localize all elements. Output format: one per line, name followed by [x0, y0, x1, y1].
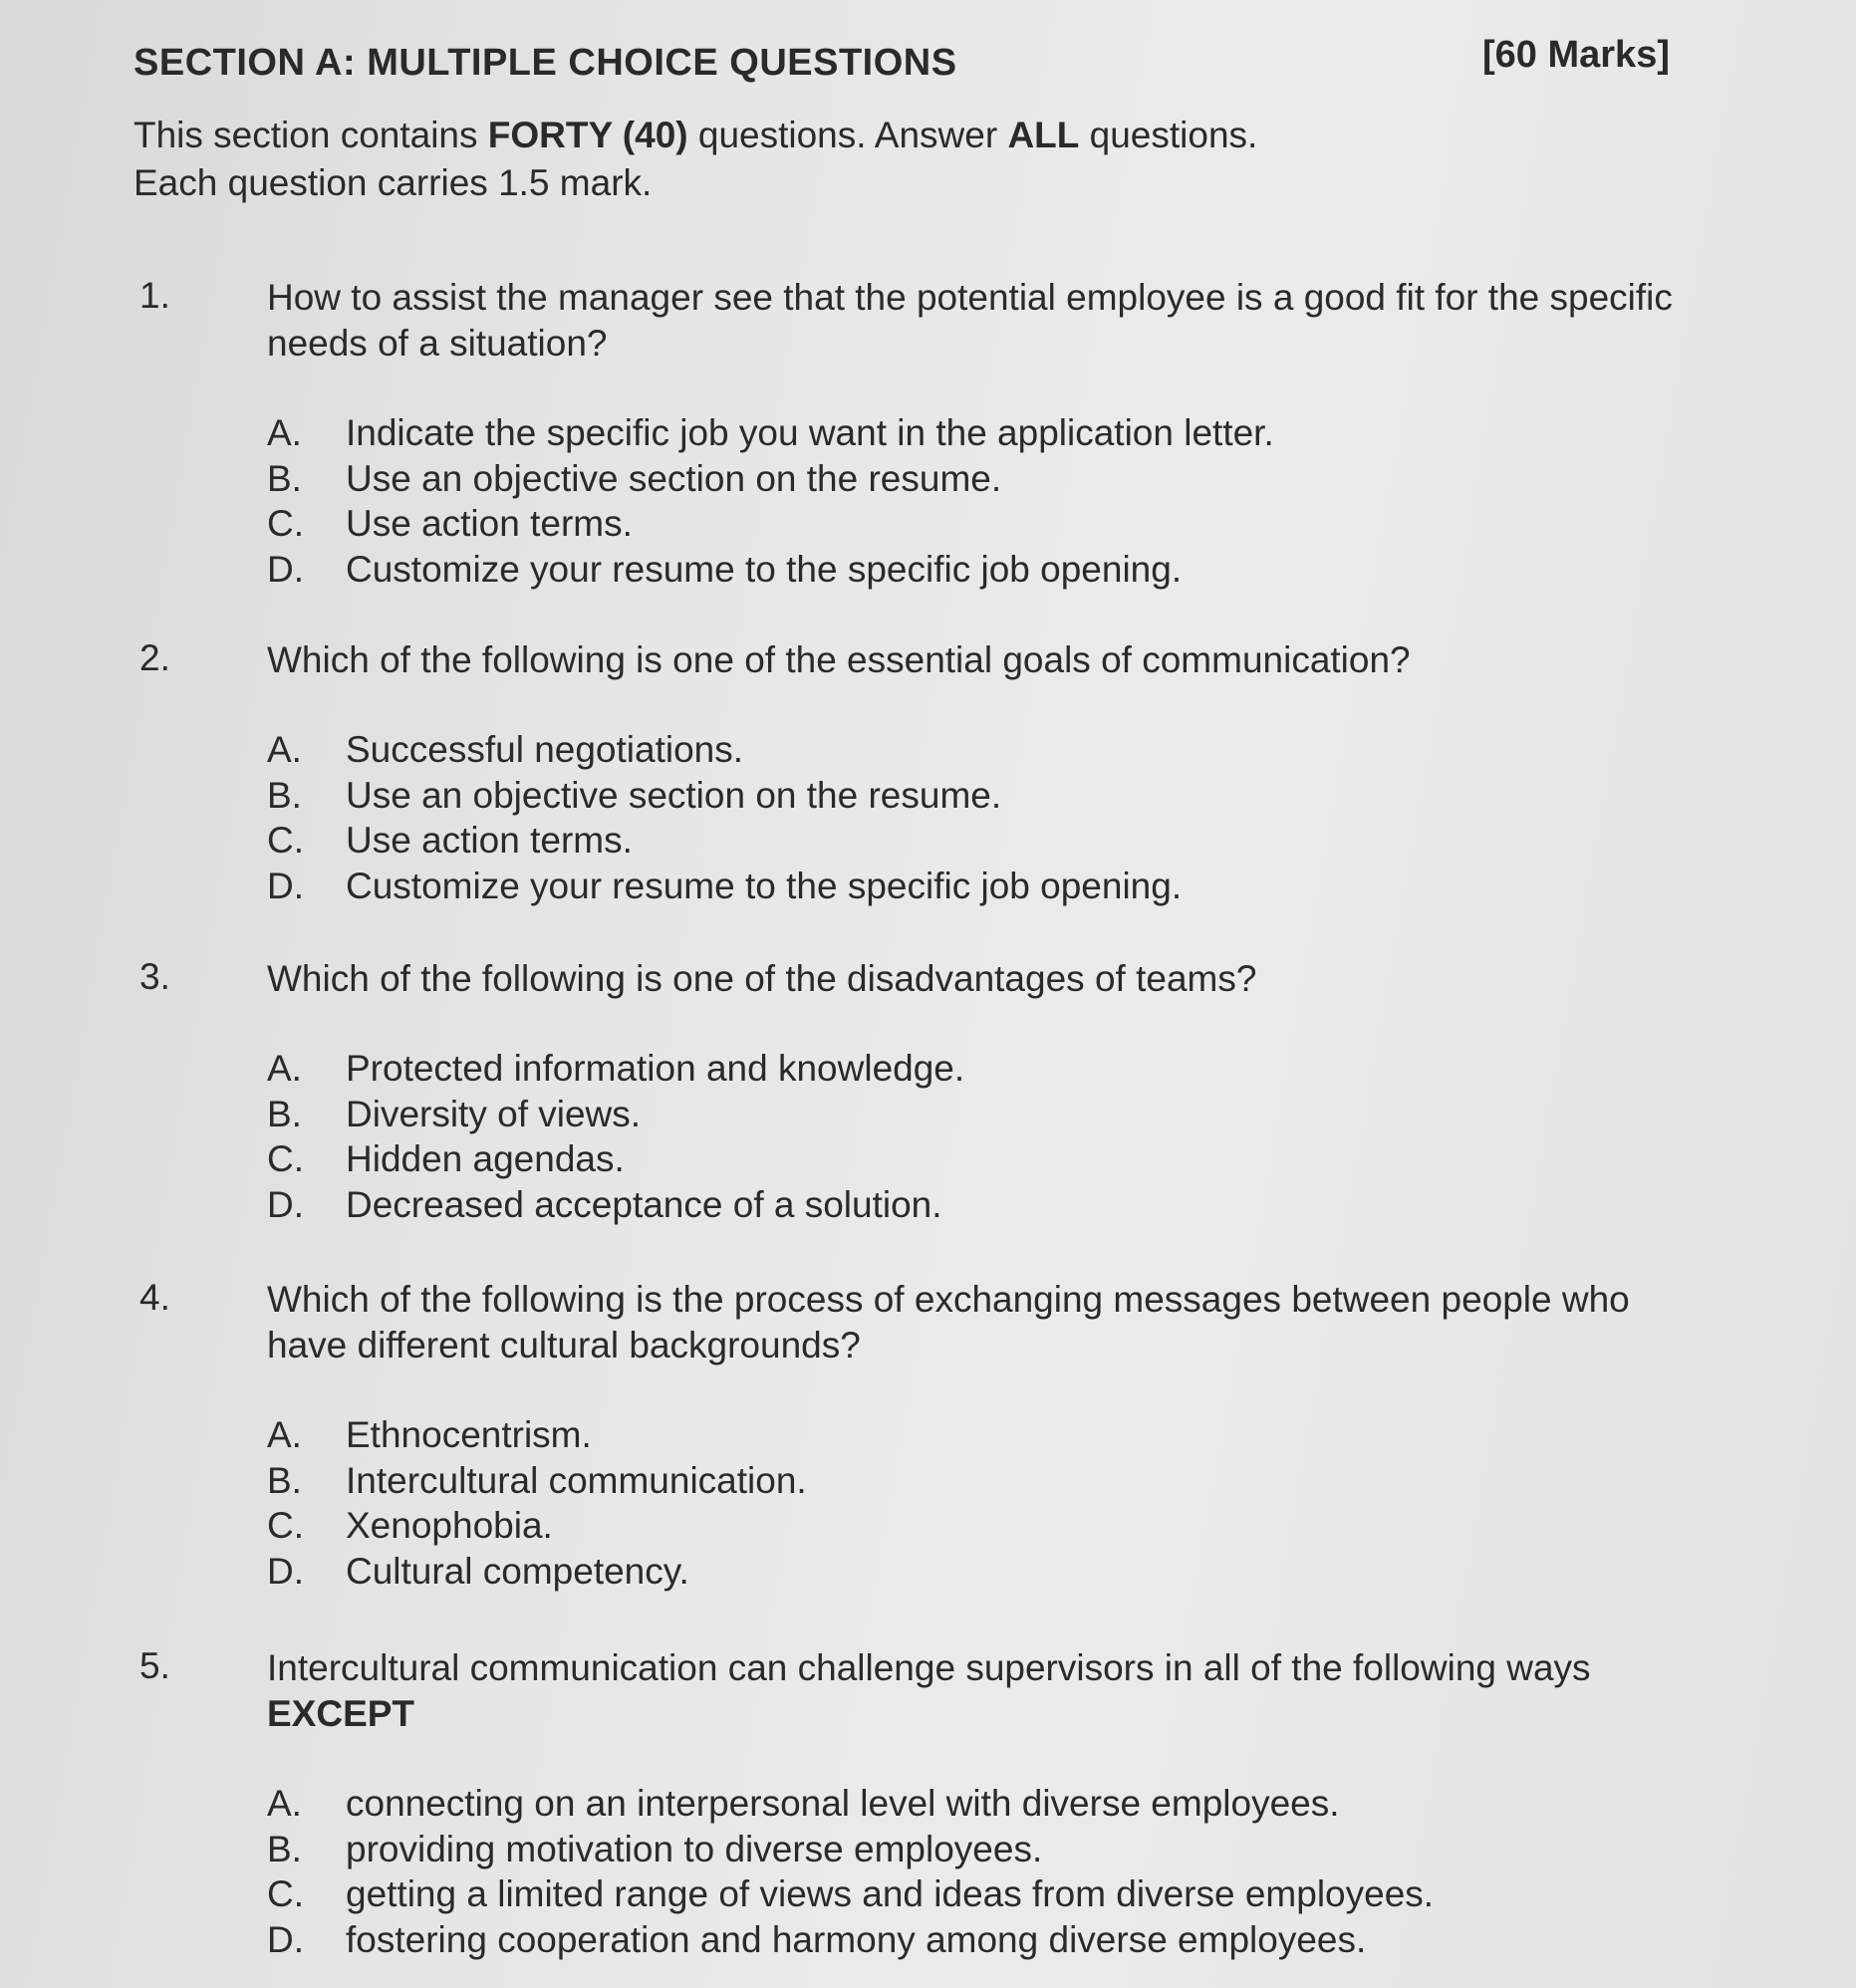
question-text: Intercultural communication can challenge supervisors in all of the following ways EXCEPT: [267, 1647, 1591, 1734]
total-marks: [60 Marks]: [1482, 34, 1670, 76]
question-text: How to assist the manager see that the potential employee is a good fit for the specific needs of a situation?: [267, 277, 1673, 364]
question-text: Which of the following is one of the disadvantages of teams?: [267, 958, 1257, 999]
option-c: C. Hidden agendas.: [267, 1138, 625, 1179]
option-b: B. Use an objective section on the resume.: [267, 774, 1002, 816]
answer-all-emphasis: ALL: [1007, 115, 1080, 155]
option-b: B. Use an objective section on the resume.: [267, 457, 1002, 499]
section-instructions: [133, 112, 1257, 207]
question-number: 5.: [139, 1645, 170, 1686]
instructions-line-1: This section contains FORTY (40) questions. Answer ALL questions.: [133, 115, 1258, 155]
question-text: Which of the following is one of the essential goals of communication?: [267, 639, 1411, 680]
option-c: C. Use action terms.: [267, 820, 633, 861]
except-emphasis: EXCEPT: [267, 1693, 415, 1734]
instructions-line-2: Each question carries 1.5 mark.: [133, 162, 653, 203]
option-a: A. Protected information and knowledge.: [267, 1048, 965, 1089]
option-list: [267, 727, 1182, 908]
option-d: D. Cultural competency.: [267, 1550, 689, 1592]
section-title: SECTION A: MULTIPLE CHOICE QUESTIONS: [133, 42, 957, 84]
option-d: D. Customize your resume to the specific job opening.: [267, 865, 1183, 906]
option-list: [267, 410, 1274, 592]
option-a: A. Indicate the specific job you want in the application letter.: [267, 412, 1274, 453]
option-b: B. Intercultural communication.: [267, 1459, 807, 1501]
option-b: B. Diversity of views.: [267, 1093, 642, 1134]
question-number: 2.: [139, 637, 170, 678]
option-a: A. connecting on an interpersonal level with diverse employees.: [267, 1783, 1340, 1824]
option-list: [267, 1046, 964, 1227]
question-text: Which of the following is the process of exchanging messages between people who have different cultural backgrounds?: [267, 1279, 1630, 1366]
option-a: A. Ethnocentrism.: [267, 1414, 592, 1455]
option-d: D. fostering cooperation and harmony among diverse employees.: [267, 1918, 1367, 1960]
option-b: B. providing motivation to diverse employees.: [267, 1828, 1043, 1869]
question-number: 4.: [139, 1277, 170, 1318]
question-number: 1.: [139, 275, 170, 316]
option-a: A. Successful negotiations.: [267, 729, 744, 770]
option-c: C. Use action terms.: [267, 503, 633, 544]
option-d: D. Decreased acceptance of a solution.: [267, 1183, 942, 1225]
question-count: FORTY (40): [487, 115, 688, 155]
option-c: C. getting a limited range of views and ideas from diverse employees.: [267, 1873, 1435, 1914]
option-list: [267, 1412, 807, 1594]
option-c: C. Xenophobia.: [267, 1505, 553, 1546]
question-number: 3.: [139, 956, 170, 997]
option-list: [267, 1781, 1434, 1962]
option-d: D. Customize your resume to the specific job opening.: [267, 548, 1183, 590]
